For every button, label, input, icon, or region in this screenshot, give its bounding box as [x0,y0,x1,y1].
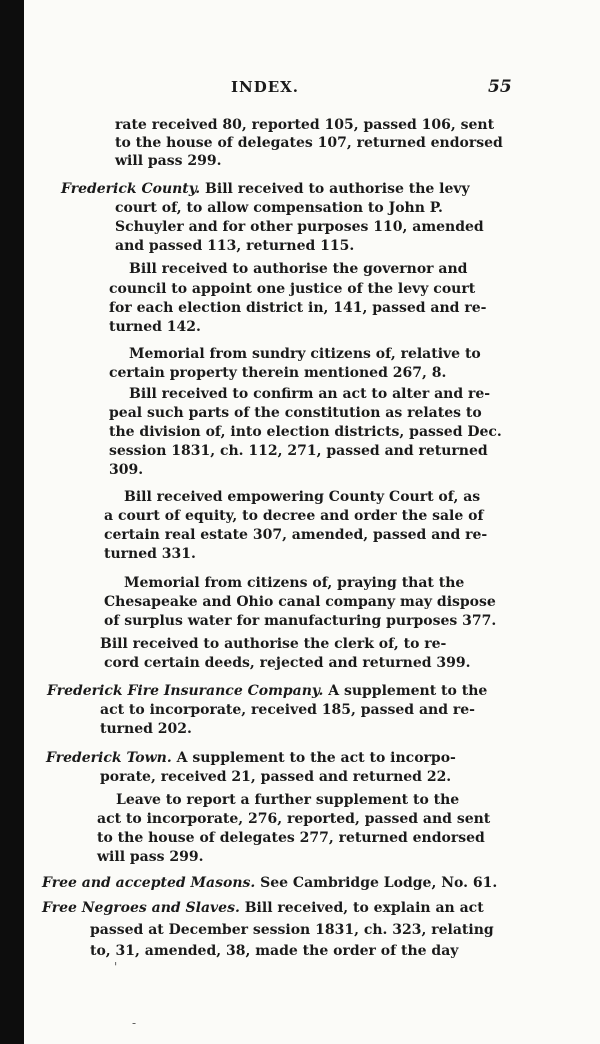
line-text: Bill received to confirm an act to alter and re- [129,386,491,402]
line-text: turned 202. [100,721,192,737]
line-text: certain property therein mentioned 267, 8. [109,365,447,381]
index-line [109,364,446,382]
index-line [109,318,201,336]
index-line [109,461,143,479]
index-line [104,507,484,525]
entry-label: Frederick Town. [46,750,172,766]
entry-label: Frederick Fire Insurance Company. [47,683,324,699]
line-text: turned 142. [109,319,201,335]
line-text: Bill received to authorise the governor and [129,261,468,277]
index-line [100,768,451,786]
index-line [109,423,502,441]
index-line [115,199,443,217]
line-text: session 1831, ch. 112, 271, passed and returned [109,443,488,459]
index-line [129,345,481,363]
index-line [115,116,494,134]
line-text: to the house of delegates 107, returned endorsed [115,135,503,151]
print-speck: - [132,1016,137,1030]
index-entry-heading [46,749,456,767]
line-text: and passed 113, returned 115. [115,238,355,254]
index-line [97,829,485,847]
index-line [104,526,487,544]
line-text: for each election district in, 141, passed and re- [109,300,487,316]
index-entry-heading [42,899,484,917]
line-text: a court of equity, to decree and order the sale of [104,508,484,524]
index-line [100,720,192,738]
page-number: 55 [488,77,512,97]
index-line [109,442,488,460]
index-line [116,791,459,809]
index-entry-heading [47,682,487,700]
index-line [90,921,494,939]
index-line [115,152,221,170]
line-text: court of, to allow compensation to John P. [115,200,443,216]
line-text: Bill received to authorise the levy [200,181,470,197]
index-line [109,280,475,298]
index-entry-heading [61,180,470,198]
entry-label: Free Negroes and Slaves. [42,900,240,916]
line-text: certain real estate 307, amended, passed and re- [104,527,488,543]
index-entry-heading [42,874,497,892]
line-text: Memorial from citizens of, praying that the [124,575,465,591]
index-line [109,299,486,317]
line-text: the division of, into election districts, passed Dec. [109,424,502,440]
index-line [124,488,480,506]
entry-label: Frederick County. [61,181,201,197]
print-speck: ' [114,960,118,974]
index-line [115,237,354,255]
line-text: porate, received 21, passed and returned 22. [100,769,452,785]
line-text: A supplement to the [323,683,488,699]
index-line [97,848,203,866]
line-text: of surplus water for manufacturing purposes 377. [104,613,497,629]
line-text: rate received 80, reported 105, passed 106, sent [115,117,495,133]
line-text: to, 31, amended, 38, made the order of the day [90,943,459,959]
line-text: council to appoint one justice of the levy court [109,281,476,297]
index-line [90,942,458,960]
line-text: Bill received, to explain an act [239,900,484,916]
index-line [115,134,503,152]
line-text: Memorial from sundry citizens of, relative to [129,346,481,362]
line-text: 309. [109,462,144,478]
index-line [97,810,490,828]
entry-label: Free and accepted Masons. [42,875,256,891]
line-text: passed at December session 1831, ch. 323, relating [90,922,494,938]
line-text: act to incorporate, received 185, passed and re- [100,702,475,718]
index-line [115,218,484,236]
index-line [129,260,467,278]
index-line [104,654,471,672]
line-text: Leave to report a further supplement to the [116,792,460,808]
index-line [124,574,464,592]
line-text: peal such parts of the constitution as relates to [109,405,482,421]
running-title: INDEX. [231,78,300,96]
line-text: Chesapeake and Ohio canal company may dispose [104,594,496,610]
line-text: will pass 299. [97,849,204,865]
line-text: to the house of delegates 277, returned endorsed [97,830,485,846]
line-text: Schuyler and for other purposes 110, amended [115,219,484,235]
index-line [104,545,196,563]
index-line [104,593,496,611]
line-text: Bill received to authorise the clerk of, to re- [100,636,447,652]
line-text: A supplement to the act to incorpo- [171,750,456,766]
binding-gutter [0,0,24,1044]
line-text: will pass 299. [115,153,222,169]
line-text: cord certain deeds, rejected and returned 399. [104,655,471,671]
line-text: turned 331. [104,546,196,562]
index-line [109,404,482,422]
index-line [100,701,475,719]
index-line [129,385,490,403]
line-text: See Cambridge Lodge, No. 61. [255,875,498,891]
line-text: act to incorporate, 276, reported, passed and sent [97,811,491,827]
index-line [104,612,496,630]
book-page [24,0,600,1044]
page-header [24,78,600,102]
index-line [100,635,446,653]
line-text: Bill received empowering County Court of, as [124,489,481,505]
